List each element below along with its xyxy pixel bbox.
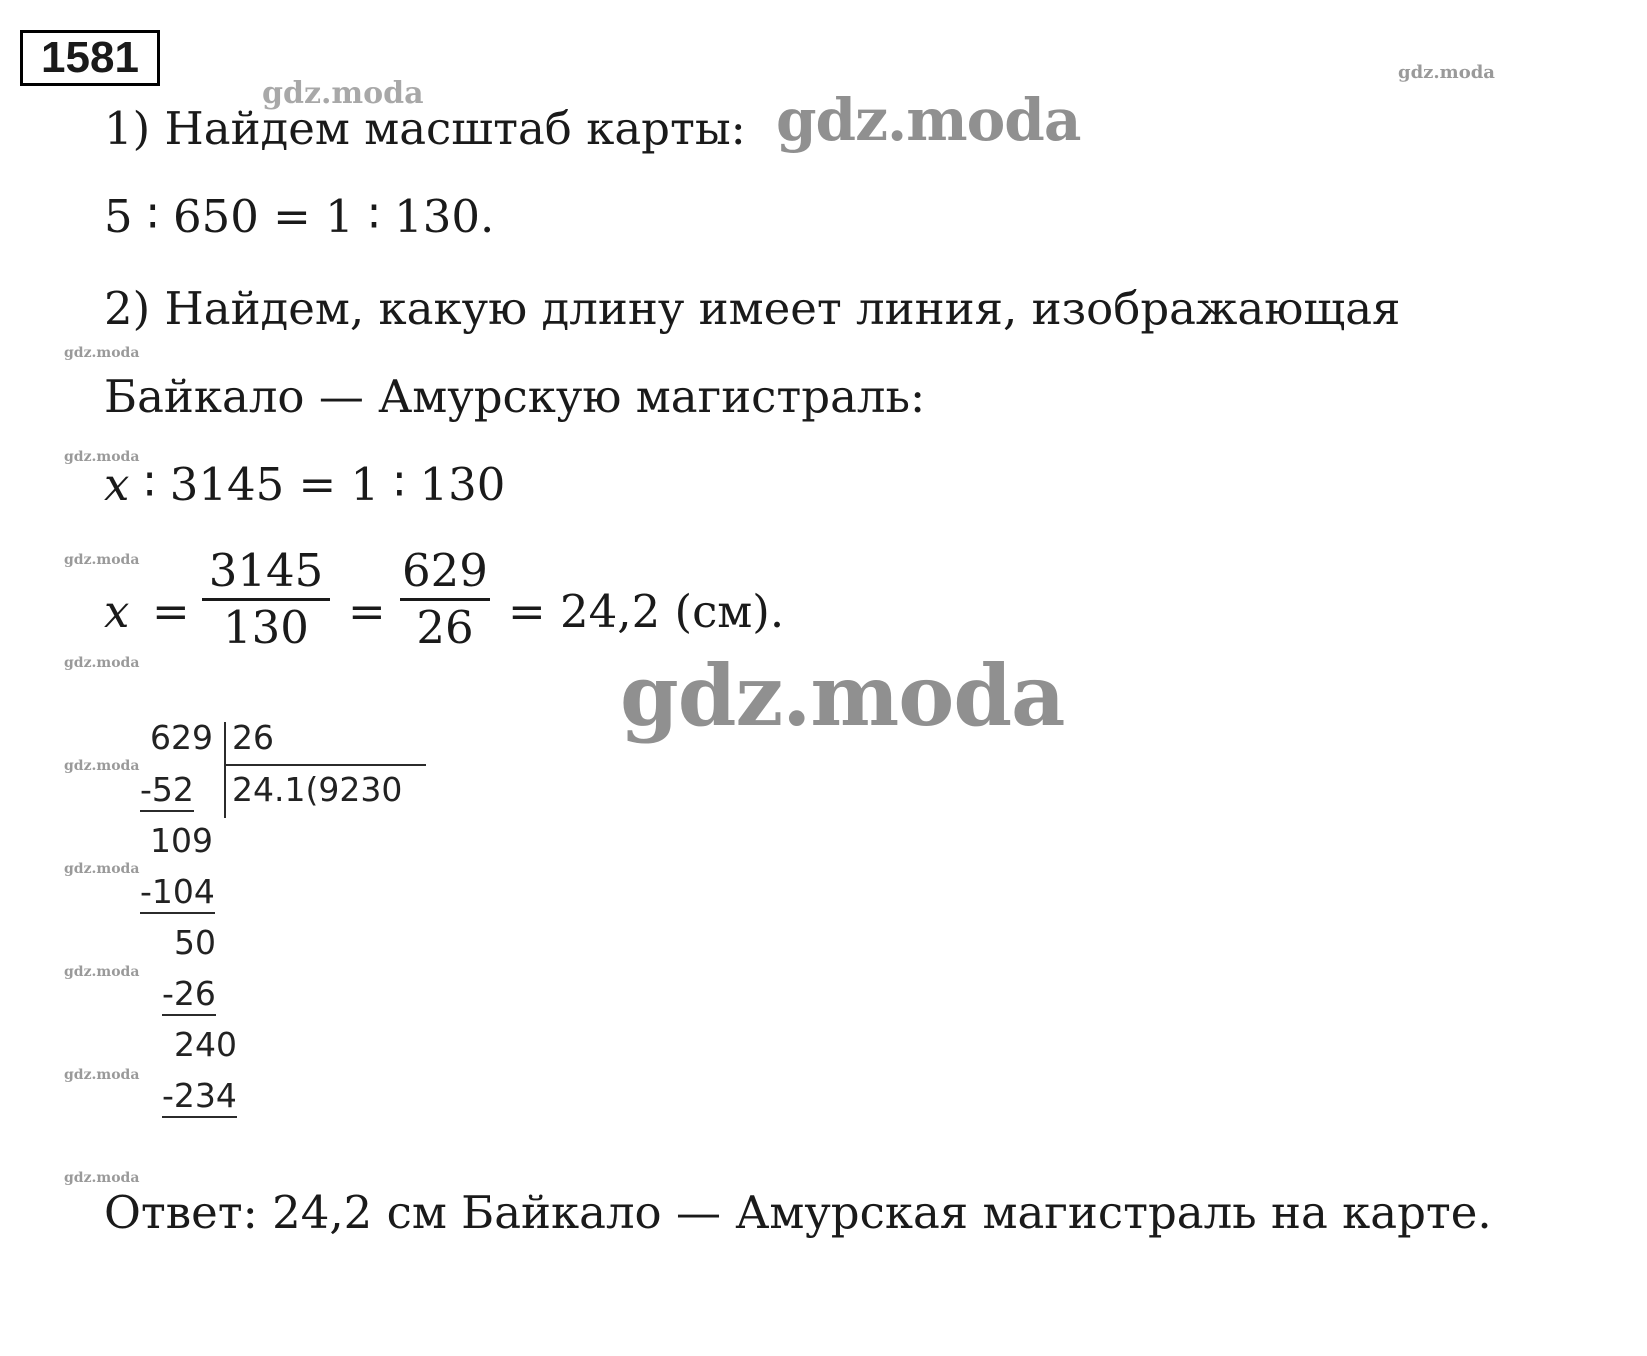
division-row: 240 xyxy=(174,1025,237,1064)
long-division xyxy=(136,718,436,1138)
step1-text: 1) Найдем масштаб карты: xyxy=(104,102,746,155)
step1-formula: 5 ∶ 650 = 1 ∶ 130. xyxy=(104,190,495,243)
quotient: 24.1(9230 xyxy=(232,770,403,809)
dividend: 629 xyxy=(150,718,213,757)
variable-x: x xyxy=(104,585,130,638)
division-row: 50 xyxy=(174,923,216,962)
division-row: -104 xyxy=(140,872,215,914)
watermark: gdz.moda xyxy=(64,964,140,980)
division-vertical-line xyxy=(224,722,226,818)
watermark: gdz.moda xyxy=(64,1067,140,1083)
watermark: gdz.moda xyxy=(1398,62,1495,83)
watermark: gdz.moda xyxy=(64,655,140,671)
fraction-3145-130 xyxy=(202,544,330,655)
equation-result: = 24,2 (см). xyxy=(508,585,785,638)
fraction-denominator: 26 xyxy=(416,601,474,654)
step2-text-line1: 2) Найдем, какую длину имеет линия, изображающая xyxy=(104,282,1401,335)
watermark: gdz.moda xyxy=(776,86,1081,154)
watermark: gdz.moda xyxy=(64,758,140,774)
division-row: -52 xyxy=(140,770,194,812)
step2-text-line2: Байкало — Амурскую магистраль: xyxy=(104,370,926,423)
division-horizontal-line xyxy=(226,764,426,766)
equals-sign: = xyxy=(152,585,190,638)
fraction-numerator: 3145 xyxy=(208,544,324,597)
watermark: gdz.moda xyxy=(64,449,140,465)
division-row: 109 xyxy=(150,821,213,860)
fraction-denominator: 130 xyxy=(223,601,309,654)
divisor: 26 xyxy=(232,718,274,757)
division-row: -234 xyxy=(162,1076,237,1118)
proportion-equation xyxy=(104,458,505,512)
division-row: -26 xyxy=(162,974,216,1016)
variable-x: x xyxy=(104,458,130,511)
watermark: gdz.moda xyxy=(64,552,140,568)
problem-number: 1581 xyxy=(20,30,160,86)
watermark: gdz.moda xyxy=(64,861,140,877)
watermark: gdz.moda xyxy=(64,345,140,361)
watermark: gdz.moda xyxy=(620,646,1065,745)
watermark: gdz.moda xyxy=(64,1170,140,1186)
fraction-numerator: 629 xyxy=(402,544,488,597)
proportion-rest: ∶ 3145 = 1 ∶ 130 xyxy=(129,458,506,511)
answer: Ответ: 24,2 см Байкало — Амурская магистраль на карте. xyxy=(104,1186,1492,1239)
equals-sign: = xyxy=(348,585,386,638)
fraction-629-26 xyxy=(400,544,490,655)
watermark: gdz.moda xyxy=(262,76,424,111)
